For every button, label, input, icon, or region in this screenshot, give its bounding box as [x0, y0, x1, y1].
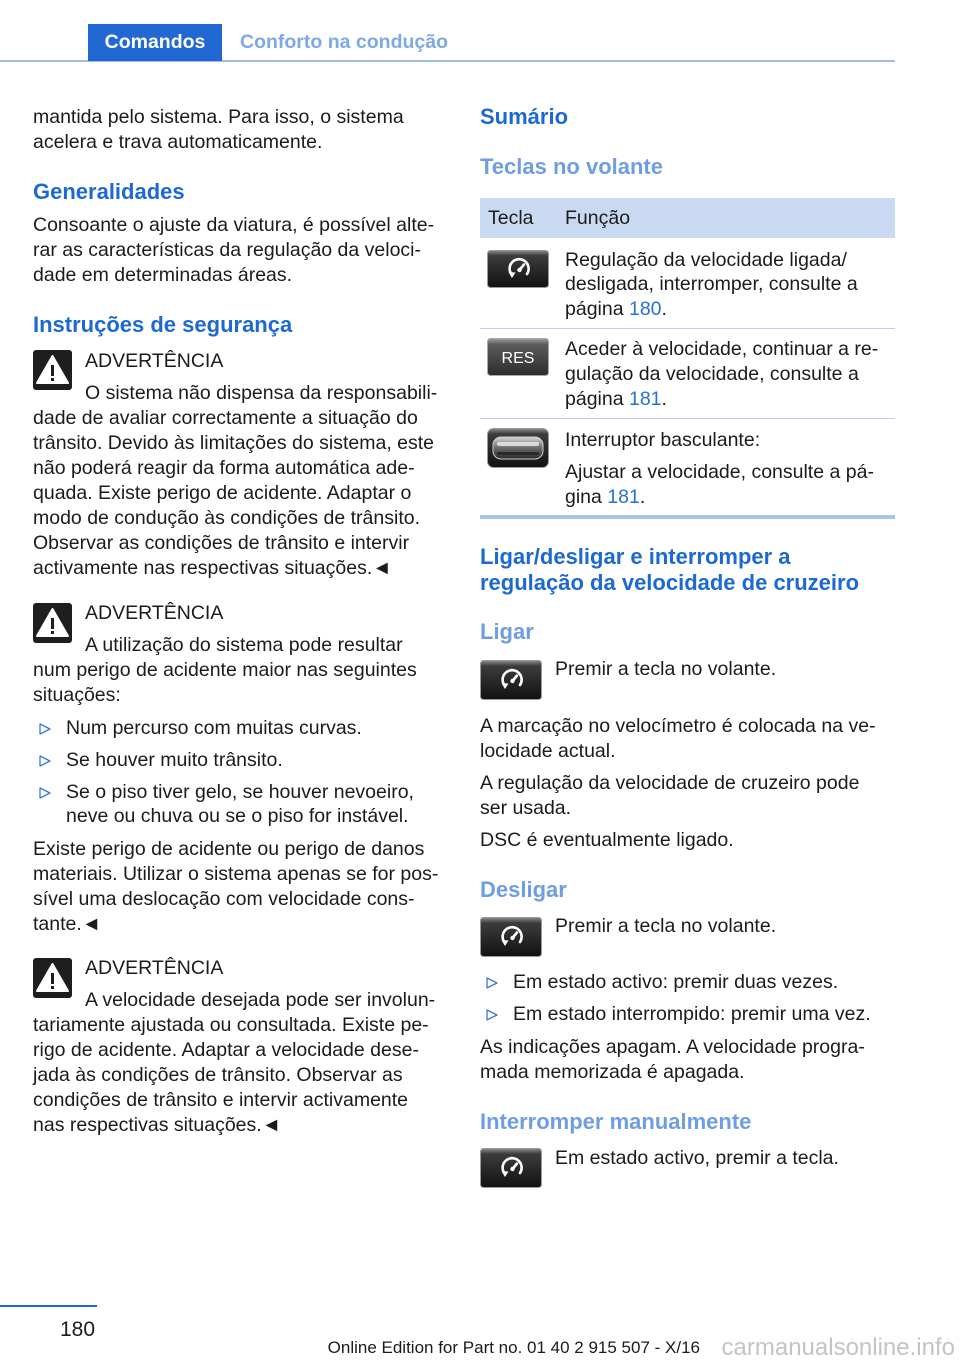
text-line: A marcação no velocímetro é colocada na ve-: [480, 714, 876, 737]
text-line: situações:: [33, 683, 121, 706]
res-button-icon: [487, 338, 549, 376]
ref-suffix: .: [639, 485, 646, 508]
table-row-function: [565, 337, 878, 412]
warning-paragraph: [33, 658, 417, 708]
text-line: neve ou chuva ou se o piso for instável.: [66, 804, 409, 827]
cruise-control-button-icon: [487, 250, 549, 288]
text-line: acelera e trava automaticamente.: [33, 130, 323, 153]
text-line: não poderá reagir da forma automática ade-: [33, 456, 415, 479]
text-line: dade de avaliar correctamente a situação do: [33, 406, 418, 429]
chapter-tab: Comandos: [88, 24, 222, 61]
text-line: mada memorizada é apagada.: [480, 1060, 745, 1083]
heading-line: regulação da velocidade de cruzeiro: [480, 570, 860, 595]
text-line: rigo de acidente. Adaptar a velocidade dese-: [33, 1038, 419, 1061]
page-link[interactable]: 181: [628, 387, 662, 410]
table-header: [480, 198, 895, 238]
text-line: Aceder à velocidade, continuar a re-: [565, 337, 879, 360]
table-end-rule: [480, 515, 895, 519]
text-line: sível uma deslocação com velocidade cons-: [33, 887, 415, 910]
text-line: mantida pelo sistema. Para isso, o sistema: [33, 105, 404, 128]
warning-paragraph: [33, 1013, 429, 1138]
subheading-pause: Interromper manualmente: [480, 1109, 752, 1134]
heading-on-off: [480, 544, 859, 596]
text-line: jada às condições de trânsito. Observar as: [33, 1063, 403, 1086]
text-line: Ajustar a velocidade, consulte a pá-: [565, 460, 874, 483]
text-line: modo de condução às condições de trânsito.: [33, 506, 421, 529]
text-line: materiais. Utilizar o sistema apenas se for pos-: [33, 862, 439, 885]
warning-triangle-icon: [33, 958, 72, 998]
heading-line: Ligar/desligar e interromper a: [480, 544, 791, 569]
bullet-triangle-icon: [485, 1008, 499, 1022]
text-line: quada. Existe perigo de acidente. Adaptar o: [33, 481, 412, 504]
text-line: tariamente ajustada ou consultada. Existe pe-: [33, 1013, 429, 1036]
page-number: 180: [60, 1318, 96, 1341]
text-line: Se o piso tiver gelo, se houver nevoeiro,: [66, 780, 414, 803]
cruise-control-button-icon: [480, 917, 542, 957]
ref-suffix: .: [661, 297, 667, 320]
row-divider: [480, 328, 895, 329]
text-line: rar as características da regulação da veloci-: [33, 238, 422, 261]
cruise-control-button-icon: [480, 660, 542, 700]
page-link[interactable]: 181: [607, 485, 640, 508]
text-line: gulação da velocidade, consulte a: [565, 362, 859, 385]
table-row-function: [565, 248, 858, 322]
heading-summary: Sumário: [480, 104, 569, 129]
text-line: A velocidade desejada pode ser involun-: [85, 988, 436, 1011]
text-line: Observar as condições de trânsito e intervir: [33, 531, 410, 554]
table-row-title: Interruptor basculante:: [565, 428, 761, 451]
bullet-triangle-icon: [485, 976, 499, 990]
text-line: locidade actual.: [480, 739, 616, 762]
cruise-control-button-icon: [480, 1148, 542, 1188]
paragraph: [480, 771, 859, 821]
list-item: [66, 780, 414, 829]
text-line: A utilização do sistema pode resultar: [85, 633, 403, 656]
ref-prefix: página: [565, 387, 629, 410]
column-header-key: Tecla: [488, 206, 534, 229]
list-item: Se houver muito trânsito.: [66, 748, 283, 771]
text-line: trânsito. Devido às limitações do sistema, este: [33, 431, 435, 454]
text-line: ser usada.: [480, 796, 572, 819]
warning-title: ADVERTÊNCIA: [85, 349, 224, 372]
instruction-text: Premir a tecla no volante.: [555, 914, 777, 937]
page-link[interactable]: 180: [628, 297, 662, 320]
list-item: Em estado interrompido: premir uma vez.: [513, 1002, 871, 1025]
column-header-function: Função: [565, 206, 631, 229]
subheading-steering-keys: Teclas no volante: [480, 154, 663, 179]
text-line: condições de trânsito e intervir activamente: [33, 1088, 409, 1111]
list-item: Num percurso com muitas curvas.: [66, 716, 362, 739]
paragraph: [480, 714, 876, 764]
ref-prefix: página: [565, 297, 629, 320]
warning-paragraph: [33, 406, 434, 581]
warning-paragraph: [33, 837, 438, 937]
text-line: O sistema não dispensa da responsabili-: [85, 381, 438, 404]
watermark: carmanualsonline.info: [721, 1334, 955, 1361]
warning-title: ADVERTÊNCIA: [85, 956, 224, 979]
footer-rule: [0, 1305, 97, 1307]
text-line: num perigo de acidente maior nas seguintes: [33, 658, 417, 681]
text-line: Existe perigo de acidente ou perigo de danos: [33, 837, 425, 860]
warning-title: ADVERTÊNCIA: [85, 601, 224, 624]
text-line: [565, 485, 874, 510]
subheading-on: Ligar: [480, 619, 534, 644]
list-item: Em estado activo: premir duas vezes.: [513, 970, 839, 993]
row-divider: [480, 418, 895, 419]
text-line: Consoante o ajuste da viatura, é possível alte-: [33, 213, 435, 236]
general-paragraph: [33, 213, 434, 288]
section-tab: Conforto na condução: [240, 31, 448, 53]
bullet-triangle-icon: [38, 786, 52, 800]
text-line: DSC é eventualmente ligado.: [480, 828, 734, 851]
text-line: [565, 387, 878, 412]
ref-suffix: .: [661, 387, 667, 410]
text-line: activamente nas respectivas situações.◄: [33, 556, 392, 579]
table-row-function: [565, 460, 874, 510]
edition-info: Online Edition for Part no. 01 40 2 915 507 - X/16: [327, 1338, 700, 1357]
text-line: nas respectivas situações.◄: [33, 1113, 281, 1136]
text-line: As indicações apagam. A velocidade progra-: [480, 1035, 865, 1058]
warning-triangle-icon: [33, 350, 72, 390]
paragraph: [480, 1035, 865, 1085]
rocker-switch-icon: [487, 428, 549, 468]
subheading-off: Desligar: [480, 877, 567, 902]
heading-generalidades: Generalidades: [33, 179, 185, 204]
text-line: [565, 297, 858, 322]
res-button-label: RES: [501, 350, 535, 367]
intro-paragraph: [33, 105, 404, 155]
ref-prefix: gina: [565, 485, 608, 508]
instruction-text: Em estado activo, premir a tecla.: [555, 1146, 839, 1169]
heading-safety: Instruções de segurança: [33, 312, 293, 337]
warning-triangle-icon: [33, 603, 72, 643]
text-line: tante.◄: [33, 912, 102, 935]
text-line: Regulação da velocidade ligada/: [565, 248, 847, 271]
instruction-text: Premir a tecla no volante.: [555, 657, 777, 680]
text-line: dade em determinadas áreas.: [33, 263, 293, 286]
text-line: desligada, interromper, consulte a: [565, 272, 858, 295]
text-line: A regulação da velocidade de cruzeiro pode: [480, 771, 860, 794]
bullet-triangle-icon: [38, 722, 52, 736]
bullet-triangle-icon: [38, 754, 52, 768]
